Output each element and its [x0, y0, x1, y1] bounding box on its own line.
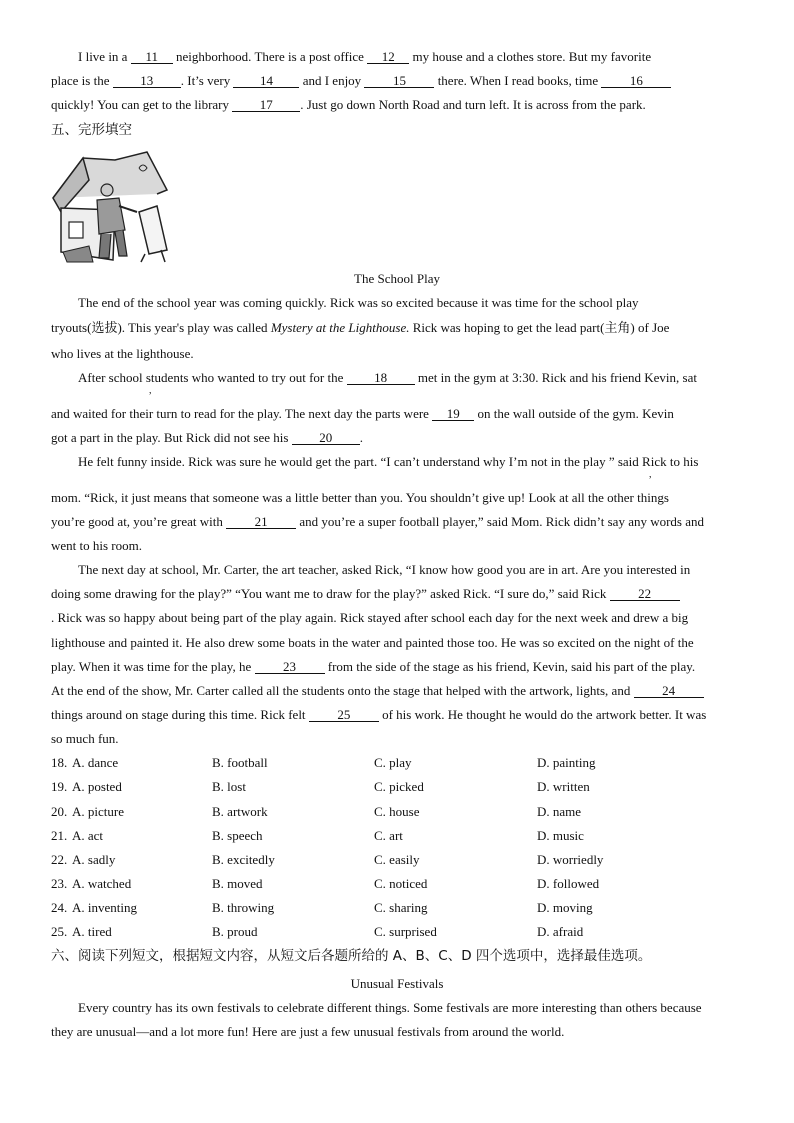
blank-19: 19	[432, 407, 474, 421]
house-painter-illustration	[49, 150, 173, 264]
section-6-title: Unusual Festivals	[350, 976, 444, 991]
blank-18: 18	[347, 371, 415, 385]
q18-option-b[interactable]: B. football	[212, 755, 268, 770]
blank-24: 24	[634, 684, 704, 698]
blank-12: 12	[367, 50, 409, 64]
p1-line-3: who lives at the lighthouse.	[51, 346, 194, 361]
q23-option-c[interactable]: C. noticed	[374, 876, 428, 891]
s6-line-2: they are unusual—and a lot more fun! Here are just a few unusual festivals from around the world.	[51, 1024, 565, 1039]
section-5-heading: 五、完形填空	[51, 122, 132, 138]
blank-16: 16	[601, 74, 671, 88]
q24-option-a[interactable]: A. inventing	[72, 900, 137, 915]
q22-option-b[interactable]: B. excitedly	[212, 852, 275, 867]
passage-line-3: quickly! You can get to the library 17 . Just go down North Road and turn left. It is across from the park.	[51, 97, 646, 112]
q22-option-c[interactable]: C. easily	[374, 852, 420, 867]
q20-option-a[interactable]: A. picture	[72, 804, 124, 819]
q24-option-b[interactable]: B. throwing	[212, 900, 275, 915]
p2-line-2: and waited for their turn to read for the play. The next day the parts were 19 on the wall outside of the gym. Kevin	[51, 406, 674, 421]
q23-option-d[interactable]: D. followed	[537, 876, 600, 891]
q19-option-d[interactable]: D. written	[537, 779, 590, 794]
q21-option-c[interactable]: C. art	[374, 828, 403, 843]
q24-option-d[interactable]: D. moving	[537, 900, 593, 915]
q18-number: 18.	[51, 755, 68, 770]
q23-option-a[interactable]: A. watched	[72, 876, 132, 891]
blank-17: 17	[232, 98, 300, 112]
p4-line-7: things around on stage during this time. Rick felt 25 of his work. He thought he would do the artwork better. It was	[51, 707, 707, 722]
q20-number: 20.	[51, 804, 68, 819]
p1-line-1: The end of the school year was coming quickly. Rick was so excited because it was time for the school play	[78, 295, 639, 310]
p4-line-5: play. When it was time for the play, he 23 from the side of the stage as his friend, Kevin, said his part of the play.	[51, 659, 696, 674]
q21-number: 21.	[51, 828, 68, 843]
passage-line-2: place is the 13 . It’s very 14 and I enjoy 15 there. When I read books, time 16	[51, 73, 753, 89]
blank-20: 20	[292, 431, 360, 445]
s6-line-1: Every country has its own festivals to celebrate different things. Some festivals are more interesting than others because	[78, 1000, 702, 1015]
q19-option-c[interactable]: C. picked	[374, 779, 424, 794]
p2-line-3: got a part in the play. But Rick did not see his 20 .	[51, 430, 363, 445]
q23-option-b[interactable]: B. moved	[212, 876, 263, 891]
p4-line-1: The next day at school, Mr. Carter, the art teacher, asked Rick, “I know how good you are in art. Are you interested in	[78, 562, 691, 577]
q25-option-b[interactable]: B. proud	[212, 924, 258, 939]
q20-option-b[interactable]: B. artwork	[212, 804, 268, 819]
p3-line-4: went to his room.	[51, 538, 142, 553]
q18-option-a[interactable]: A. dance	[72, 755, 119, 770]
passage-title: The School Play	[354, 271, 440, 286]
q21-option-b[interactable]: B. speech	[212, 828, 263, 843]
q18-option-d[interactable]: D. painting	[537, 755, 596, 770]
q19-number: 19.	[51, 779, 68, 794]
p3-line-2: mom. “Rick, it just means that someone was a little better than you. You shouldn’t give up! Look at all the other things	[51, 490, 669, 505]
blank-11: 11	[131, 50, 173, 64]
q21-option-a[interactable]: A. act	[72, 828, 104, 843]
q20-option-c[interactable]: C. house	[374, 804, 420, 819]
q22-option-d[interactable]: D. worriedly	[537, 852, 604, 867]
blank-14: 14	[233, 74, 299, 88]
blank-23: 23	[255, 660, 325, 674]
q18-option-c[interactable]: C. play	[374, 755, 412, 770]
q20-option-d[interactable]: D. name	[537, 804, 582, 819]
p3-line-3: you’re good at, you’re great with 21 and you’re a super football player,” said Mom. Rick didn’t say any words and	[51, 514, 705, 529]
blank-22: 22	[610, 587, 680, 601]
p3-line-1: He felt funny inside. Rick was sure he would get the part. “I can’t understand why I’m not in the play ” said Rick to his	[78, 454, 699, 469]
comma-mark-2: ,	[649, 469, 652, 480]
blank-13: 13	[113, 74, 181, 88]
q25-option-a[interactable]: A. tired	[72, 924, 112, 939]
blank-21: 21	[226, 515, 296, 529]
p4-line-2: doing some drawing for the play?” “You want me to draw for the play?” asked Rick. “I sure do,” said Rick 22	[51, 586, 753, 602]
blank-25: 25	[309, 708, 379, 722]
play-name: Mystery at the Lighthouse.	[270, 320, 410, 335]
q25-number: 25.	[51, 924, 68, 939]
q24-number: 24.	[51, 900, 68, 915]
p4-line-3: . Rick was so happy about being part of the play again. Rick stayed after school each day for the next week and drew a big	[51, 610, 689, 625]
blank-15: 15	[364, 74, 434, 88]
p4-line-8: so much fun.	[51, 731, 119, 746]
p4-line-4: lighthouse and painted it. He also drew some boats in the water and painted those too. He was so excited on the night of the	[51, 635, 694, 650]
q25-option-c[interactable]: C. surprised	[374, 924, 437, 939]
q22-option-a[interactable]: A. sadly	[72, 852, 116, 867]
p2-line-1: After school students who wanted to try out for the 18 met in the gym at 3:30. Rick and his friend Kevin, sat	[78, 370, 697, 385]
q19-option-b[interactable]: B. lost	[212, 779, 246, 794]
q22-number: 22.	[51, 852, 68, 867]
q24-option-c[interactable]: C. sharing	[374, 900, 428, 915]
p1-line-2: tryouts(选拔). This year's play was called Mystery at the Lighthouse. Rick was hoping to get the lead part(主角) of Joe	[51, 320, 670, 335]
section-6-heading: 六、阅读下列短文，根据短文内容，从短文后各题所给的 A、B、C、D 四个选项中，选择最佳选项。	[51, 948, 652, 964]
q19-option-a[interactable]: A. posted	[72, 779, 122, 794]
passage-line-1: I live in a 11 neighborhood. There is a post office 12 my house and a clothes store. But my favorite	[78, 49, 652, 64]
q21-option-d[interactable]: D. music	[537, 828, 584, 843]
q23-number: 23.	[51, 876, 68, 891]
comma-mark: ,	[149, 385, 152, 396]
q25-option-d[interactable]: D. afraid	[537, 924, 584, 939]
p4-line-6: At the end of the show, Mr. Carter called all the students onto the stage that helped with the artwork, lights, and 24	[51, 683, 753, 699]
